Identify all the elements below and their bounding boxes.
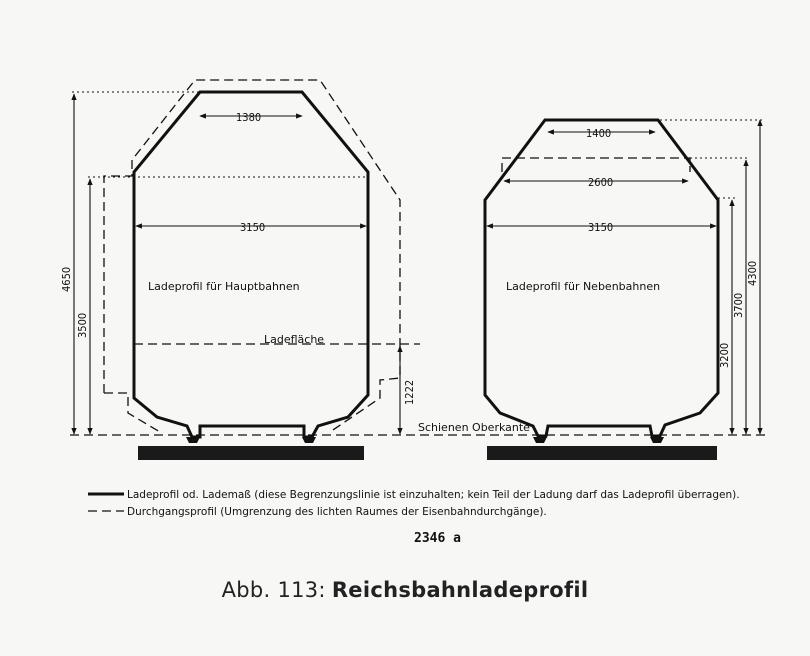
- left-deck-label: Ladefläche: [264, 333, 325, 346]
- right-rail-right: [650, 437, 664, 443]
- left-deck-height-value: 1222: [403, 379, 416, 405]
- right-profile-label: Ladeprofil für Nebenbahnen: [506, 280, 661, 293]
- left-height-side-value: 3500: [76, 312, 89, 338]
- legend-dashed-text: Durchgangsprofil (Umgrenzung des lichten Raumes der Eisenbahndurchgänge).: [127, 506, 547, 518]
- left-clearance-profile: [104, 80, 400, 432]
- rail-top-label: Schienen Oberkante: [418, 421, 530, 434]
- legend: [88, 489, 740, 518]
- left-profile-group: [60, 80, 420, 460]
- left-topwidth-value: 1380: [236, 111, 262, 124]
- right-loading-gauge: [485, 120, 718, 436]
- figure-caption: [0, 578, 810, 602]
- caption-title: Reichsbahnladeprofil: [331, 578, 589, 602]
- right-rail-left: [533, 437, 547, 443]
- legend-solid-text: Ladeprofil od. Lademaß (diese Begrenzungslinie ist einzuhalten; kein Teil der Ladung darf das Ladeprofil überragen).: [127, 489, 740, 501]
- right-midwidth-value: 2600: [588, 176, 614, 189]
- left-width-value: 3150: [240, 221, 266, 234]
- left-rail-left: [186, 437, 200, 443]
- left-profile-label: Ladeprofil für Hauptbahnen: [148, 280, 300, 293]
- right-topwidth-value: 1400: [586, 127, 612, 140]
- caption-prefix: Abb. 113:: [221, 578, 326, 602]
- right-mid-profile: [502, 158, 690, 172]
- figure-number: 2346 a: [414, 531, 461, 546]
- right-profile-group: [485, 120, 762, 460]
- left-ballast: [138, 446, 364, 460]
- left-loading-gauge: [134, 92, 368, 437]
- right-width-value: 3150: [588, 221, 614, 234]
- right-ballast: [487, 446, 717, 460]
- right-h1-value: 3200: [718, 342, 731, 368]
- right-h3-value: 4300: [746, 260, 759, 286]
- right-h2-value: 3700: [732, 292, 745, 318]
- left-rail-right: [302, 437, 316, 443]
- left-height-total-value: 4650: [60, 266, 73, 292]
